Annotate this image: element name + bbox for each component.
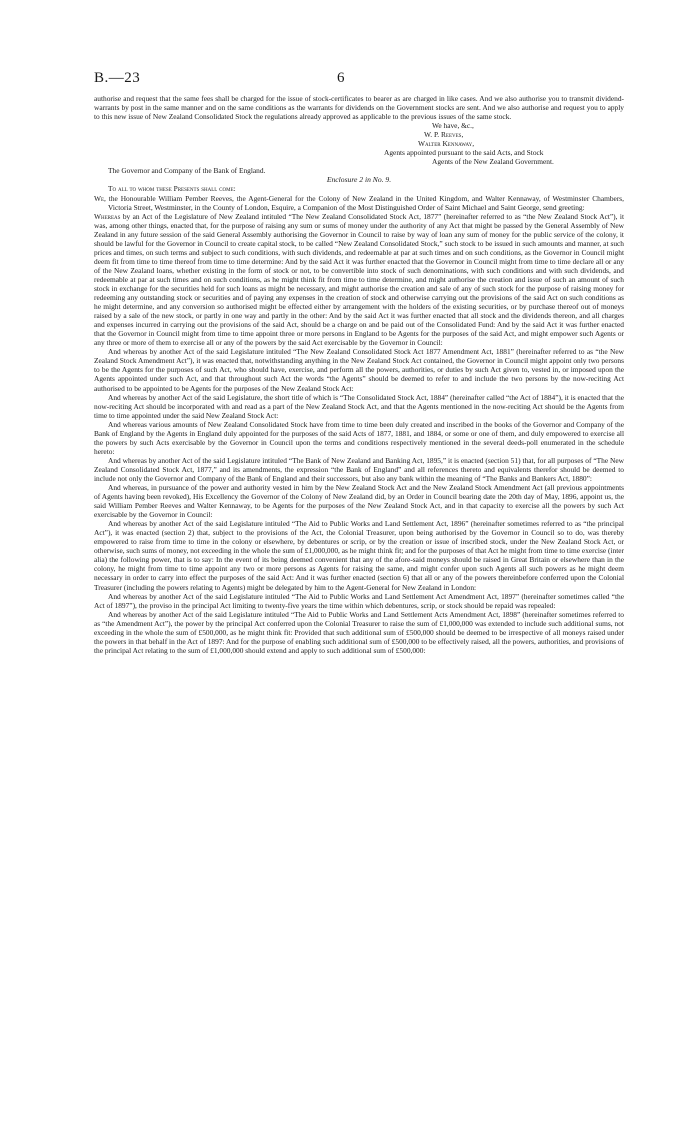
whereas-paragraph-2: And whereas by another Act of the said Legislature intituled “The New Zealand Consolidated Stock Act 1877 Amendment Act, 1881” (hereinafter referred to as “the New Zealand Stock Amendment Act”), it was enacted that, notwithstanding anything in the New Zealand Stock Act contained, the Governor in Council might appoint only two persons to be the Agents for the purposes of such Act, who should have, exercise, and perform all the powers, authorities, or duties by such Act given to, vested in, or imposed upon the Agents appointed under such Act, and that throughout such Act the words “the Agents” should be deemed to refer to and include the two persons by the now-reciting Act authorised to be appointed to be Agents for the purposes of the New Zealand Stock Act: [94,347,624,393]
letter-closing-paragraph: authorise and request that the same fees shall be charged for the issue of stock-certificates to bearer as are charged in like cases. And we also authorise you to transmit dividend-warrants by post in the same manner and on the same conditions as the warrants for dividends on the Government stocks are sent. And we also authorise and request you to apply to this new issue of New Zealand Consolidated Stock the regulations already approved as applicable to the previous issues of the same stock. [94,94,624,122]
whereas-paragraph-8: And whereas by another Act of the said Legislature intituled “The Aid to Public Works and Land Settlement Act Amendment Act, 1897” (hereinafter sometimes called “the Act of 1897”), the proviso in the principal Act limiting to twenty-five years the time within which debentures, scrip, or stock should be repaid was repealed: [94,591,624,610]
enclosure-we-paragraph [94,194,624,212]
whereas-paragraph-7: And whereas by another Act of the said Legislature intituled “The Aid to Public Works and Land Settlement Act, 1896” (hereinafter sometimes referred to as “the principal Act”), it was enacted (section 2) that, subject to the provisions of the Act, the Colonial Treasurer, upon being authorised by the Governor in Council so to do, was thereby empowered to raise from time to time in the colony or elsewhere, by debentures or scrip, or by the creation or issue of inscribed stock, under the New Zealand Stock Act, or otherwise, such sums of money, not exceeding in the whole the sum of £1,000,000, as he might think fit; and for the purposes of that Act he might from time to time exercise (inter alia) the following power, that is to say: In the event of its being deemed convenient that any of the afore-said moneys should be raised in Great Britain or elsewhere than in the colony, he might from time to time appoint any two or more persons as Agents for raising the same, and might confer upon such Agents all such powers as he might deem necessary in order to carry into effect the purposes of the said Act: And it was further enacted (section 6) that all or any of the powers thereinbefore conferred upon the Colonial Treasurer (including the powers relating to Agents) might be delegated by him to the Agent-General for New Zealand in London: [94,519,624,592]
document-body [94,94,624,655]
valediction: We have, &c., [432,121,474,131]
whereas-paragraph-4: And whereas various amounts of New Zealand Consolidated Stock have from time to time been duly created and inscribed in the books of the Governor and Company of the Bank of England by the Agents in England duly appointed for the purposes of the said Acts of 1877, 1881, and 1884, or some or one of them, and duly empowered to exercise all the powers by such Acts exercisable by the Governor in Council upon the terms and conditions respectively mentioned in the several deeds-poll enumerated in the schedule hereto: [94,419,624,456]
signatory-reeves: W. P. Reeves, [424,130,464,140]
page-number: 6 [337,70,345,86]
whereas-paragraph-1 [94,212,624,348]
enclosure-salutation: To all to whom these Presents shall come: [108,184,236,194]
whereas-paragraph-6: And whereas, in pursuance of the power and authority vested in him by the New Zealand Stock Act and the New Zealand Stock Amendment Act (all previous appointments of Agents having been revoked), His Excellency the Governor of the Colony of New Zealand did, by an Order in Council bearing date the 20th day of May, 1896, appoint us, the said William Pember Reeves and Walter Kennaway, to be Agents for the purposes of the New Zealand Stock Act, and in that capacity to exercise all the powers by such Act exercisable by the Governor in Council: [94,483,624,520]
document-reference: B.—23 [94,70,141,86]
signatory-role-line-2: Agents of the New Zealand Government. [432,157,554,167]
whereas-paragraph-9: And whereas by another Act of the said Legislature intituled “The Aid to Public Works and Land Settlement Acts Amendment Act, 1898” (hereinafter sometimes referred to as “the Amendment Act”), the power by the principal Act conferred upon the Colonial Treasurer to raise the sum of £1,000,000 was extended to include such additional sums, not exceeding in the whole the sum of £500,000, as he might think fit: Provided that such additional sum of £500,000 should be deemed to be irrespective of all moneys raised under the powers in that behalf in the Act of 1897: And for the purpose of enabling such additional sum of £500,000 to be effectively raised, all the powers, authorities, and provisions of the principal Act relating to the sum of £1,000,000 should extend and apply to such additional sum of £500,000: [94,609,624,655]
signatory-role-line-1: Agents appointed pursuant to the said Acts, and Stock [384,148,544,158]
whereas-paragraph-3: And whereas by another Act of the said Legislature, the short title of which is “The Consolidated Stock Act, 1884” (hereinafter called “the Act of 1884”), it is enacted that the now-reciting Act should be incorporated with and read as a part of the New Zealand Stock Act, and that the Agents mentioned in the now-reciting Act should be the Agents from time to time appointed under the said New Zealand Stock Act: [94,392,624,420]
whereas-lead: Whereas [94,211,121,221]
letter-addressee: The Governor and Company of the Bank of England. [108,166,266,176]
whereas-text-1: by an Act of the Legislature of New Zealand intituled “The New Zealand Consolidated Stock Act, 1877” (hereinafter referred to as “the New Zealand Stock Act”), it was, among other things, enacted that, for the purpose of raising any sum or sums of money under the authority of any Act that might be passed by the General Assembly of New Zealand in any future session of the said General Assembly authorising the Governor in Council to raise by way of loan any sum of money for the public service of the colony, it should be lawful for the Governor in Council to create capital stock, to be called “New Zealand Consolidated Stock,” such stock to be issued in such amounts and manner, at such prices and times, on such terms and subject to such conditions, with such dividends, and redeemable at par at such times and on such conditions, as the Governor in Council might deem fit from time to time thereof from time to time determine: And by the said Act it was further enacted that the Governor in Council might from time to time declare all or any of the New Zealand loans, whether existing in the form of stock or not, to be convertible into stock of such denominations, with such conditions and with such dividends, and redeemable at par at such times and on such conditions, as he might think fit from time to time determine, and might authorise the creation and issue of such an amount of such stock in exchange for the securities held for such loans as might be necessary, and might authorise the creation and sale of any of such stock for the purpose of raising money for redeeming any outstanding stock or securities and of paying any expenses in the creation of stock and otherwise carrying out the provisions of the said Act on such conditions as he might determine, and any conversion so authorised might be effected either by arrangement with the holders of the existing securities, or by purchase thereof out of moneys raised by a sale of the new stock, or partly in one way and partly in the other: And by the said Act it was further enacted that all stock and the dividends thereon, and all charges and expenses incurred in carrying out the provisions of the said Act, should be a charge on and be paid out of the Consolidated Fund: And by the said Act it was further enacted that the Governor in Council might from time to time appoint three or more persons in England to be Agents for the purposes of the said Act, and might empower such Agents or any three or more of them to exercise all or any of the powers by the said Act exercisable by the Governor in Council: [94,211,624,348]
signature-block [384,121,624,166]
enclosure-title: Enclosure 2 in No. 9. [326,175,392,185]
we-lead: We, [94,193,106,203]
whereas-paragraph-5: And whereas by another Act of the said Legislature intituled “The Bank of New Zealand and Banking Act, 1895,” it is enacted (section 51) that, for all purposes of “The New Zealand Consolidated Stock Act, 1877,” and its amendments, the expression “the Bank of England” and all references thereto and equivalents therefor should be deemed to include not only the Governor and Company of the Bank of England and their successors, but also any bank within the meaning of “The Banks and Bankers Act, 1880”: [94,455,624,483]
we-text: the Honourable William Pember Reeves, the Agent-General for the Colony of New Zealand in the United Kingdom, and Walter Kennaway, of Westminster Chambers, Victoria Street, Westminster, in the County of London, Esquire, a Companion of the Most Distinguished Order of Saint Michael and Saint George, send greeting: [108,193,625,212]
signatory-kennaway: Walter Kennaway, [418,139,475,149]
